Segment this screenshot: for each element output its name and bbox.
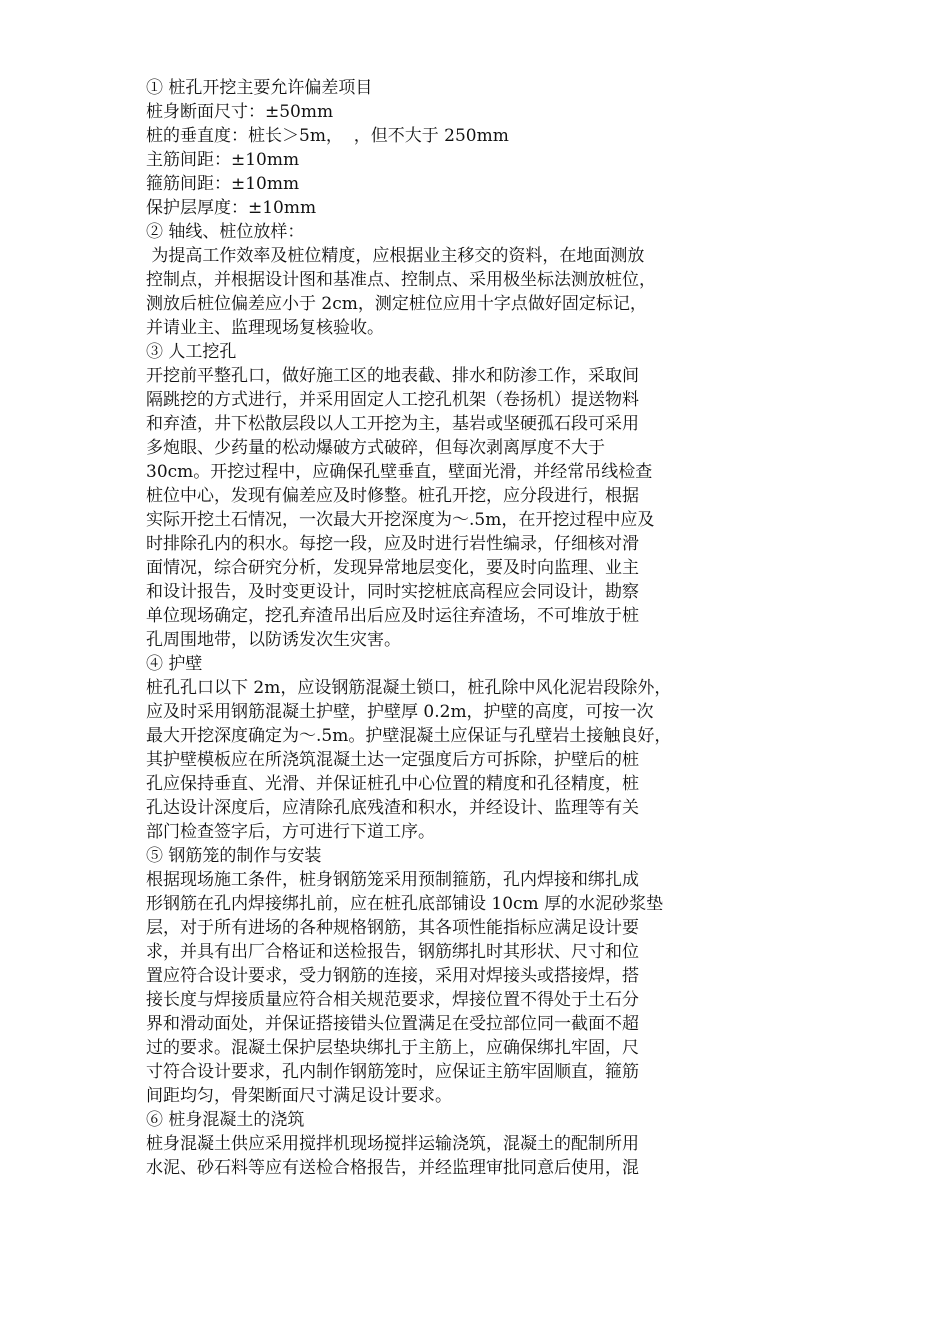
text-line: 和弃渣，井下松散层段以人工开挖为主，基岩或坚硬孤石段可采用: [146, 414, 639, 434]
text-line: 求，并具有出厂合格证和送检报告，钢筋绑扎时其形状、尺寸和位: [146, 942, 639, 962]
text-line: 间距均匀，骨架断面尺寸满足设计要求。: [146, 1086, 452, 1106]
text-line: 桩身混凝土供应采用搅拌机现场搅拌运输浇筑，混凝土的配制所用: [146, 1134, 639, 1154]
section-heading-1: ① 桩孔开挖主要允许偏差项目: [146, 78, 373, 98]
text-line: 部门检查签字后，方可进行下道工序。: [146, 822, 435, 842]
section-heading-4: ④ 护壁: [146, 654, 203, 674]
text-line: 控制点，并根据设计图和基准点、控制点、采用极坐标法测放桩位，: [146, 270, 656, 290]
text-line: 接长度与焊接质量应符合相关规范要求，焊接位置不得处于土石分: [146, 990, 639, 1010]
text-line: 最大开挖深度确定为～.5m。护壁混凝土应保证与孔壁岩土接触良好，: [146, 726, 672, 746]
text-line: 面情况，综合研究分析，发现异常地层变化，要及时向监理、业主: [146, 558, 639, 578]
text-line: 单位现场确定，挖孔弃渣吊出后应及时运往弃渣场，不可堆放于桩: [146, 606, 639, 626]
text-line: 根据现场施工条件，桩身钢筋笼采用预制箍筋，孔内焊接和绑扎成: [146, 870, 639, 890]
text-line: 置应符合设计要求，受力钢筋的连接，采用对焊接头或搭接焊，搭: [146, 966, 639, 986]
text-line: 桩的垂直度：桩长＞5m， ，但不大于 250mm: [146, 126, 509, 146]
section-heading-3: ③ 人工挖孔: [146, 342, 237, 362]
text-line: 孔应保持垂直、光滑、并保证桩孔中心位置的精度和孔径精度，桩: [146, 774, 639, 794]
text-line: 时排除孔内的积水。每挖一段，应及时进行岩性编录，仔细核对滑: [146, 534, 639, 554]
text-line: 水泥、砂石料等应有送检合格报告，并经监理审批同意后使用，混: [146, 1158, 639, 1178]
text-line: 桩身断面尺寸：±50mm: [146, 102, 334, 122]
text-line: 30cm。开挖过程中，应确保孔壁垂直，壁面光滑，并经常吊线检查: [146, 462, 653, 482]
text-line: 箍筋间距：±10mm: [146, 174, 300, 194]
text-line: 为提高工作效率及桩位精度，应根据业主移交的资料，在地面测放: [146, 246, 645, 266]
document-page: [146, 76, 816, 1180]
text-line: 隔跳挖的方式进行，并采用固定人工挖孔机架（卷扬机）提送物料: [146, 390, 639, 410]
section-heading-6: ⑥ 桩身混凝土的浇筑: [146, 1110, 305, 1130]
text-line: 桩孔孔口以下 2m，应设钢筋混凝土锁口，桩孔除中风化泥岩段除外，: [146, 678, 672, 698]
text-line: 寸符合设计要求，孔内制作钢筋笼时，应保证主筋牢固顺直，箍筋: [146, 1062, 639, 1082]
text-line: 和设计报告，及时变更设计，同时实挖桩底高程应会同设计，勘察: [146, 582, 639, 602]
text-line: 测放后桩位偏差应小于 2cm，测定桩位应用十字点做好固定标记，: [146, 294, 647, 314]
section-heading-2: ② 轴线、桩位放样：: [146, 222, 305, 242]
text-line: 界和滑动面处，并保证搭接错头位置满足在受拉部位同一截面不超: [146, 1014, 639, 1034]
text-line: 孔达设计深度后，应清除孔底残渣和积水，并经设计、监理等有关: [146, 798, 639, 818]
text-line: 层，对于所有进场的各种规格钢筋，其各项性能指标应满足设计要: [146, 918, 639, 938]
text-line: 主筋间距：±10mm: [146, 150, 300, 170]
text-line: 其护壁模板应在所浇筑混凝土达一定强度后方可拆除，护壁后的桩: [146, 750, 639, 770]
text-line: 开挖前平整孔口，做好施工区的地表截、排水和防渗工作，采取间: [146, 366, 639, 386]
text-line: 应及时采用钢筋混凝土护壁，护壁厚 0.2m，护壁的高度，可按一次: [146, 702, 654, 722]
text-line: 多炮眼、少药量的松动爆破方式破碎，但每次剥离厚度不大于: [146, 438, 605, 458]
text-line: 桩位中心，发现有偏差应及时修整。桩孔开挖，应分段进行，根据: [146, 486, 639, 506]
text-line: 并请业主、监理现场复核验收。: [146, 318, 384, 338]
section-heading-5: ⑤ 钢筋笼的制作与安装: [146, 846, 322, 866]
text-line: 过的要求。混凝土保护层垫块绑扎于主筋上，应确保绑扎牢固，尺: [146, 1038, 639, 1058]
text-line: 形钢筋在孔内焊接绑扎前，应在桩孔底部铺设 10cm 厚的水泥砂浆垫: [146, 894, 664, 914]
text-line: 孔周围地带，以防诱发次生灾害。: [146, 630, 401, 650]
text-line: 保护层厚度：±10mm: [146, 198, 317, 218]
text-line: 实际开挖土石情况，一次最大开挖深度为～.5m，在开挖过程中应及: [146, 510, 655, 530]
